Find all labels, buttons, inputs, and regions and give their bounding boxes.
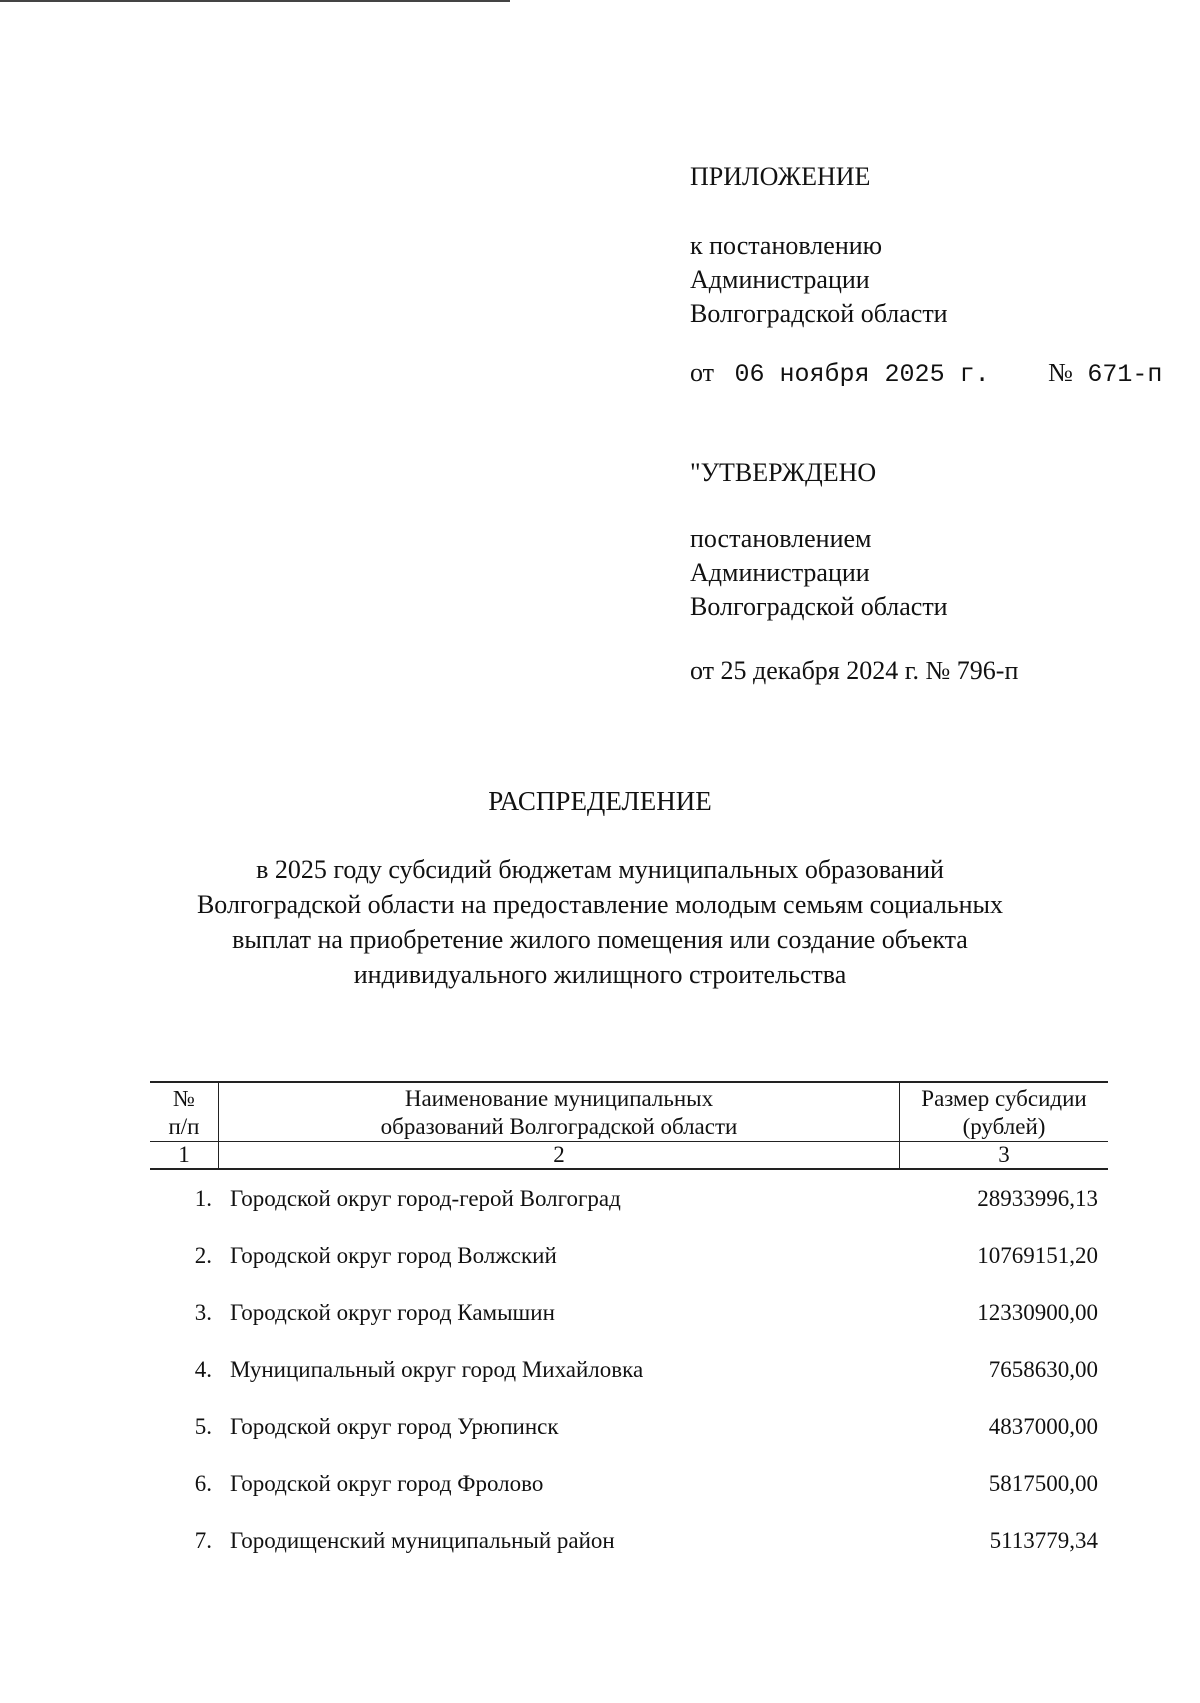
subsidy-amount: 4837000,00 [988, 1414, 1098, 1439]
subsidy-amount: 10769151,20 [977, 1243, 1098, 1268]
approved-title: "УТВЕРЖДЕНО [690, 458, 877, 487]
appendix-reference-line: Волгоградской области [690, 299, 948, 328]
table-row [150, 1512, 1108, 1569]
appendix-date-prefix: от [690, 358, 715, 387]
appendix-number-prefix: № [1048, 358, 1073, 387]
header-text: № [173, 1086, 195, 1111]
approved-reference-line: Волгоградской области [690, 592, 948, 621]
municipality-name: Городской округ город Урюпинск [230, 1414, 559, 1439]
row-number: 3. [194, 1300, 212, 1325]
municipality-name: Городищенский муниципальный район [230, 1528, 615, 1553]
appendix-title: ПРИЛОЖЕНИЕ [690, 162, 871, 191]
table-body [150, 1170, 1108, 1569]
appendix-date-line [690, 356, 1162, 392]
distribution-title: РАСПРЕДЕЛЕНИЕ [488, 786, 712, 816]
approved-reference [690, 522, 948, 624]
distribution-subtitle [150, 852, 1050, 992]
municipality-name: Муниципальный округ город Михайловка [230, 1357, 644, 1382]
municipality-name: Городской округ город Камышин [230, 1300, 555, 1325]
approved-reference-line: постановлением [690, 524, 872, 553]
subsidy-amount: 12330900,00 [977, 1300, 1098, 1325]
distribution-subtitle-line: выплат на приобретение жилого помещения или создание объекта [232, 925, 968, 954]
header-cell-amount [900, 1082, 1109, 1142]
table-row [150, 1341, 1108, 1398]
row-number: 7. [194, 1528, 212, 1553]
column-number: 2 [219, 1142, 900, 1170]
column-number: 1 [150, 1142, 219, 1170]
subsidy-amount: 5817500,00 [988, 1471, 1098, 1496]
appendix-reference [690, 229, 948, 331]
distribution-subtitle-line: в 2025 году субсидий бюджетам муниципальных образований [256, 855, 944, 884]
subsidy-amount: 28933996,13 [977, 1186, 1098, 1211]
header-text: (рублей) [962, 1114, 1046, 1139]
municipality-name: Городской округ город Фролово [230, 1471, 544, 1496]
table-row [150, 1398, 1108, 1455]
appendix-date-value: 06 ноября 2025 г. [734, 360, 990, 389]
approved-reference-line: Администрации [690, 558, 870, 587]
table-row [150, 1455, 1108, 1512]
column-number: 3 [900, 1142, 1109, 1170]
subsidy-amount: 5113779,34 [989, 1528, 1098, 1553]
header-text: образований Волгоградской области [380, 1114, 738, 1139]
appendix-reference-line: к постановлению [690, 231, 883, 260]
appendix-reference-line: Администрации [690, 265, 870, 294]
municipality-name: Городской округ город-герой Волгоград [230, 1186, 621, 1211]
header-text: Наименование муниципальных [404, 1086, 714, 1111]
table-row [150, 1284, 1108, 1341]
row-number: 4. [194, 1357, 212, 1382]
row-number: 6. [194, 1471, 212, 1496]
header-cell-name [219, 1082, 900, 1142]
subsidy-amount: 7658630,00 [988, 1357, 1098, 1382]
header-text: п/п [168, 1114, 200, 1139]
row-number: 1. [194, 1186, 212, 1211]
table-header [150, 1081, 1108, 1170]
appendix-number-value: 671-п [1087, 360, 1163, 389]
distribution-subtitle-line: Волгоградской области на предоставление молодым семьям социальных [196, 890, 1004, 919]
row-number: 5. [194, 1414, 212, 1439]
distribution-subtitle-line: индивидуального жилищного строительства [353, 960, 847, 989]
row-number: 2. [194, 1243, 212, 1268]
header-text: Размер субсидии [921, 1086, 1087, 1111]
header-cell-number [150, 1082, 219, 1142]
municipality-name: Городской округ город Волжский [230, 1243, 557, 1268]
scan-top-line [0, 0, 510, 2]
table-row [150, 1170, 1108, 1227]
table-row [150, 1227, 1108, 1284]
approved-date-line: от 25 декабря 2024 г. № 796-п [690, 656, 1019, 685]
